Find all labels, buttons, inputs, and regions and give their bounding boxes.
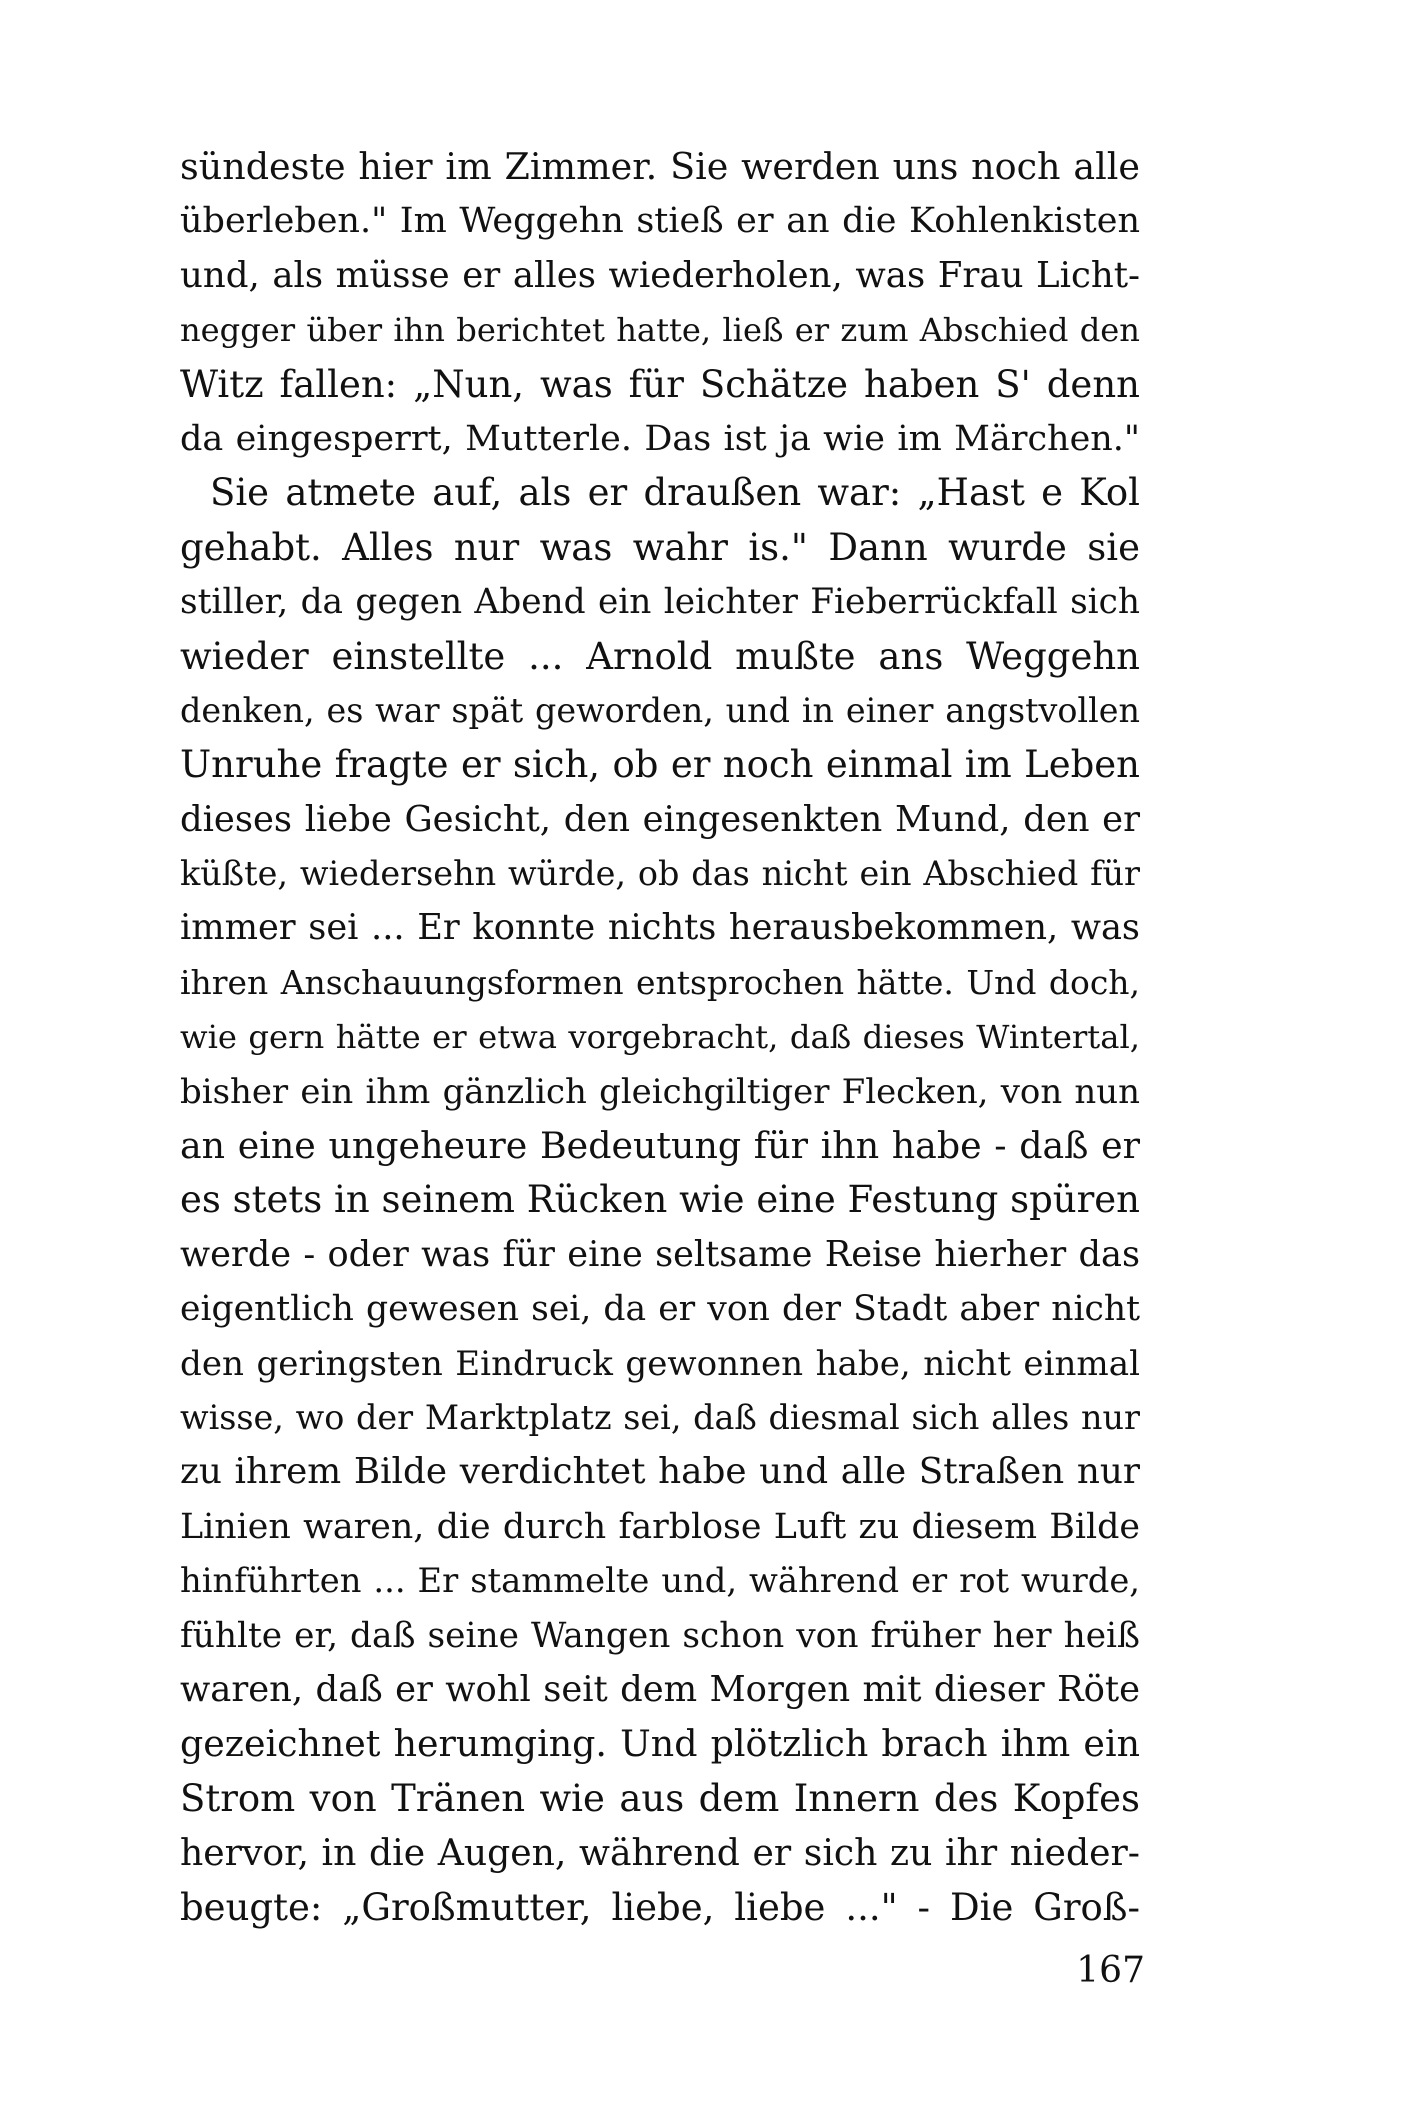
text-line: den geringsten Eindruck gewonnen habe, nicht einmal	[180, 1343, 1140, 1384]
text-line: zu ihrem Bilde verdichtet habe und alle Straßen nur	[180, 1451, 1140, 1493]
text-line: hinführten ... Er stammelte und, während er rot wurde,	[180, 1561, 1140, 1601]
page-text	[180, 140, 1140, 1935]
text-line: Witz fallen: „Nun, was für Schätze haben S' denn	[180, 362, 1140, 406]
text-line: wie gern hätte er etwa vorgebracht, daß dieses Wintertal,	[180, 1018, 1140, 1057]
text-line: bisher ein ihm gänzlich gleichgiltiger Flecken, von nun	[180, 1071, 1140, 1112]
text-line: Linien waren, die durch farblose Luft zu diesem Bilde	[180, 1506, 1140, 1547]
text-line: Sie atmete auf, als er draußen war: „Hast e Kol	[210, 471, 1140, 515]
text-line: dieses liebe Gesicht, den eingesenkten Mund, den er	[180, 798, 1140, 840]
text-line: Unruhe fragte er sich, ob er noch einmal im Leben	[180, 743, 1140, 787]
text-line: negger über ihn berichtet hatte, ließ er zum Abschied den	[180, 311, 1140, 350]
text-line: fühlte er, daß seine Wangen schon von früher her heiß	[180, 1615, 1140, 1656]
text-line: eigentlich gewesen sei, da er von der Stadt aber nicht	[180, 1289, 1140, 1330]
text-line: küßte, wiedersehn würde, ob das nicht ein Abschied für	[180, 854, 1140, 894]
text-line: da eingesperrt, Mutterle. Das ist ja wie im Märchen."	[180, 418, 1140, 459]
text-line: wisse, wo der Marktplatz sei, daß diesmal sich alles nur	[180, 1397, 1140, 1437]
text-line: wieder einstellte ... Arnold mußte ans Weggehn	[180, 634, 1140, 678]
text-line: es stets in seinem Rücken wie eine Festung spüren	[180, 1178, 1140, 1222]
text-line: ihren Anschauungsformen entsprochen hätte. Und doch,	[180, 962, 1140, 1002]
text-line: beugte: „Großmutter, liebe, liebe ..." - Die Groß-	[180, 1885, 1140, 1929]
text-line: gehabt. Alles nur was wahr is." Dann wurde sie	[180, 525, 1140, 569]
text-line: an eine ungeheure Bedeutung für ihn habe - daß er	[180, 1124, 1140, 1168]
text-line: waren, daß er wohl seit dem Morgen mit dieser Röte	[180, 1668, 1140, 1710]
text-line: sündeste hier im Zimmer. Sie werden uns noch alle	[180, 145, 1140, 188]
text-line: werde - oder was für eine seltsame Reise hierher das	[180, 1233, 1140, 1275]
text-line: hervor, in die Augen, während er sich zu ihr nieder-	[180, 1831, 1140, 1875]
page-number: 167	[1076, 1950, 1145, 1991]
text-line: stiller, da gegen Abend ein leichter Fieberrückfall sich	[180, 582, 1140, 623]
text-line: denken, es war spät geworden, und in einer angstvollen	[180, 690, 1140, 730]
text-line: immer sei ... Er konnte nichts herausbekommen, was	[180, 907, 1140, 949]
text-line: Strom von Tränen wie aus dem Innern des Kopfes	[180, 1776, 1140, 1820]
text-line: und, als müsse er alles wiederholen, was Frau Licht-	[180, 254, 1140, 296]
text-line: überleben." Im Weggehn stieß er an die Kohlenkisten	[180, 201, 1140, 242]
text-line: gezeichnet herumging. Und plötzlich brach ihm ein	[180, 1722, 1140, 1766]
